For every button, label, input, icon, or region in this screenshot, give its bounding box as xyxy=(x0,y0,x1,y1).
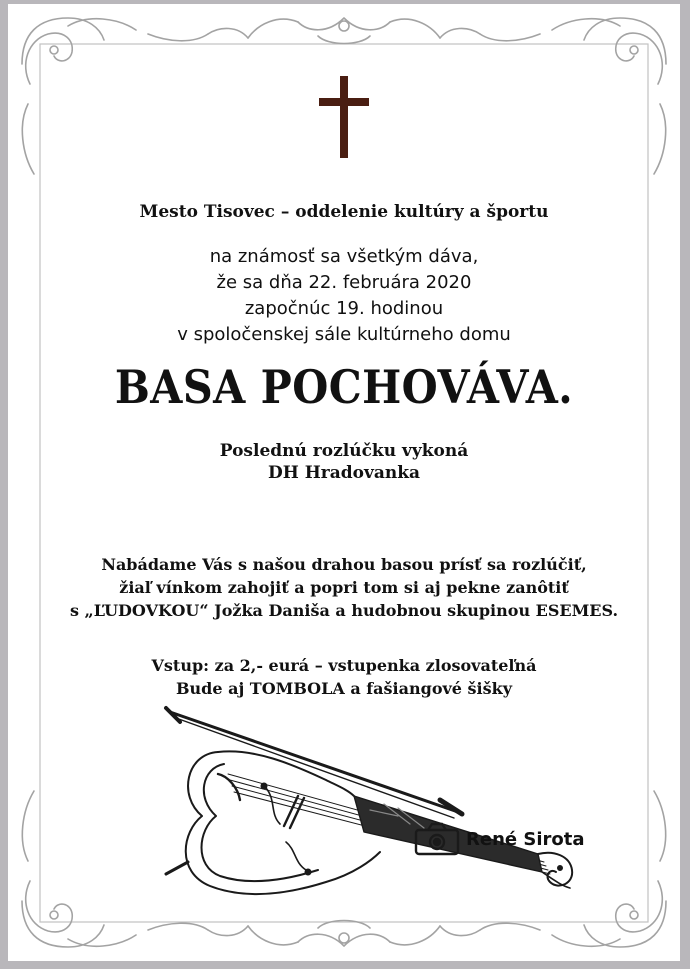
farewell xyxy=(8,440,680,484)
invitation-line: Nabádame Vás s našou drahou basou prísť sa rozlúčiť, xyxy=(101,555,587,574)
invitation-line: s „ĽUDOVKOU“ Jožka Daniša a hudobnou skupinou ESEMES. xyxy=(69,601,619,620)
entry-info xyxy=(8,654,680,700)
cross-icon xyxy=(319,76,369,158)
organizer: Mesto Tisovec – oddelenie kultúry a športu xyxy=(139,202,549,222)
invitation-line: žiaľ vínkom zahojiť a popri tom si aj pekne zanôtiť xyxy=(119,578,569,597)
announcement xyxy=(8,244,680,348)
photo-credit-name: René Sirota xyxy=(466,828,585,850)
photo-credit xyxy=(414,822,585,856)
announcement-line: v spoločenskej sále kultúrneho domu xyxy=(177,324,511,345)
farewell-line: Poslednú rozlúčku vykoná xyxy=(219,441,469,461)
announcement-line: na známosť sa všetkým dáva, xyxy=(209,246,479,267)
headline: BASA POCHOVÁVA. xyxy=(114,360,574,414)
poster-page xyxy=(8,4,680,961)
entry-line: Bude aj TOMBOLA a fašiangové šišky xyxy=(175,679,513,698)
camera-icon xyxy=(414,822,460,856)
announcement-line: že sa dňa 22. februára 2020 xyxy=(216,272,472,293)
entry-line: Vstup: za 2,- eurá – vstupenka zlosovateľná xyxy=(151,656,537,675)
invitation xyxy=(8,553,680,622)
announcement-line: započnúc 19. hodinou xyxy=(244,298,444,319)
farewell-line: DH Hradovanka xyxy=(267,463,421,483)
double-bass-illustration xyxy=(158,704,588,914)
